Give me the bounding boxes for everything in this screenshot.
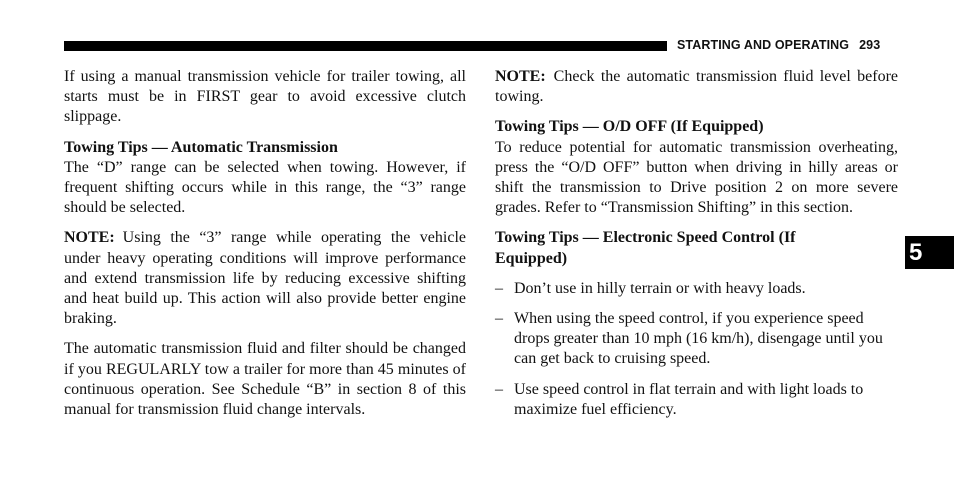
- speed-control-heading-line-2: Equipped): [495, 249, 568, 267]
- left-column: [64, 67, 466, 430]
- range-note-body: Using the “3” range while operating the vehicle under heavy operating conditions will improve performance and extend transmission life by reducing excessive shifting and heat build up. This action will also provide better engine braking.: [64, 229, 466, 328]
- dash-marker: –: [495, 279, 503, 297]
- automatic-transmission-body: The “D” range can be selected when towing. However, if frequent shifting occurs while in this range, the “3” range should be selected.: [64, 158, 466, 217]
- section-title: STARTING AND OPERATING: [677, 38, 850, 52]
- dash-marker: –: [495, 380, 503, 398]
- chapter-tab: 5: [905, 236, 954, 269]
- list-item-text: Don’t use in hilly terrain or with heavy loads.: [514, 279, 806, 297]
- list-item: [495, 380, 898, 420]
- automatic-transmission-heading: Towing Tips — Automatic Transmission: [64, 138, 338, 156]
- fluid-change-paragraph: The automatic transmission fluid and filter should be changed if you REGULARLY tow a trailer for more than 45 minutes of continuous operation. See Schedule “B” in section 8 of this manual for transmission fluid change intervals.: [64, 340, 466, 419]
- manual-transmission-paragraph: If using a manual transmission vehicle for trailer towing, all starts must be in FIRST gear to avoid excessive clutch slippage.: [64, 68, 466, 126]
- od-off-body: To reduce potential for automatic transmission overheating, press the “O/D OFF” button when driving in hilly areas or shift the transmission to Drive position 2 on more severe grades. Refer to “Transmission Shifting” in this section.: [495, 138, 898, 217]
- list-item-text: Use speed control in flat terrain and with light loads to maximize fuel efficiency.: [514, 380, 864, 418]
- header-rule: [64, 41, 667, 51]
- running-header: [677, 38, 880, 52]
- fluid-check-note: [495, 67, 898, 107]
- range-note-paragraph: [64, 228, 466, 329]
- fluid-check-note-body: Check the automatic transmission fluid level before towing.: [495, 68, 898, 106]
- note-label: NOTE:: [64, 229, 115, 247]
- speed-control-heading: [495, 228, 898, 268]
- page-number: 293: [859, 38, 881, 52]
- speed-control-heading-line-1: Towing Tips — Electronic Speed Control (If: [495, 229, 796, 247]
- note-label: NOTE:: [495, 68, 546, 85]
- speed-control-tips-list: [495, 279, 898, 420]
- list-item: [495, 309, 898, 370]
- dash-marker: –: [495, 310, 503, 328]
- list-item: [495, 279, 898, 299]
- od-off-section: [495, 117, 898, 218]
- list-item-text: When using the speed control, if you experience speed drops greater than 10 mph (16 km/h), disengage until you can get back to cruising speed.: [514, 310, 883, 368]
- od-off-heading: Towing Tips — O/D OFF (If Equipped): [495, 118, 764, 136]
- right-column: [495, 67, 898, 430]
- automatic-transmission-section: [64, 138, 466, 219]
